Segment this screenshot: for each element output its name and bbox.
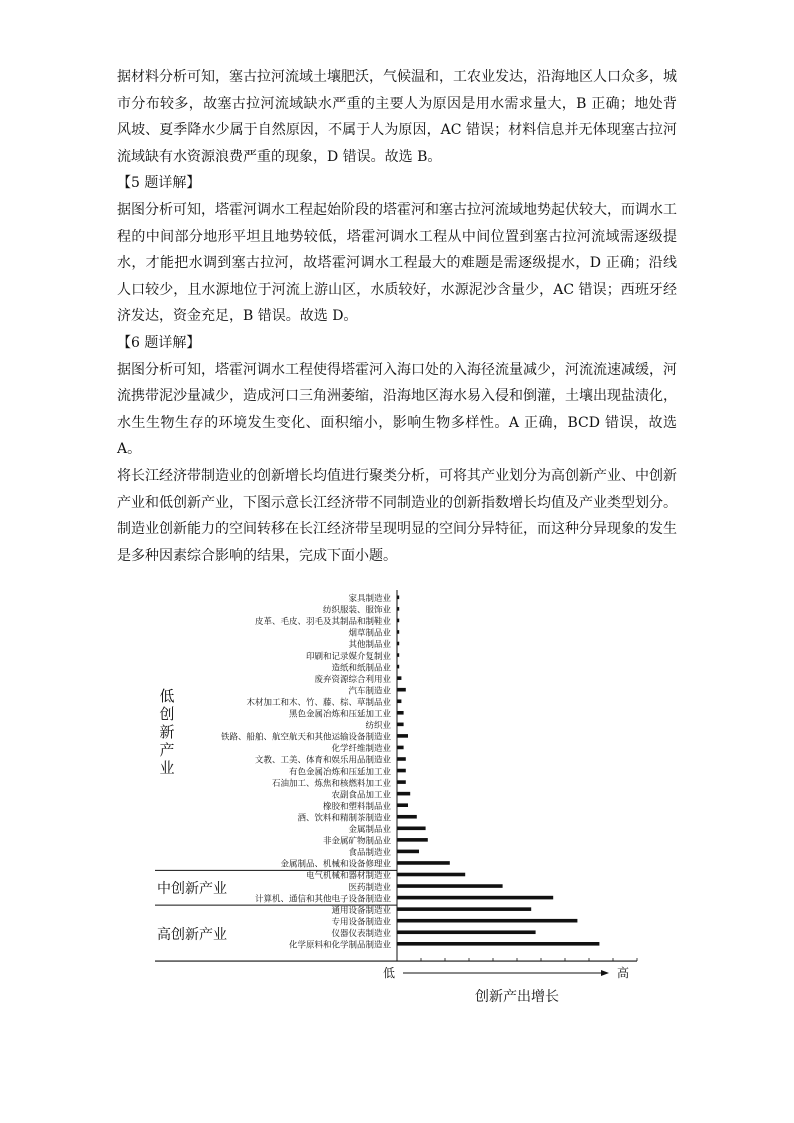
group-label-low-innovation: 业: [159, 758, 175, 777]
category-label: 黑色金属冶炼和压延加工业: [288, 709, 391, 720]
category-label: 金属制品、机械和设备修理业: [280, 859, 391, 870]
x-axis-high-label: 高: [616, 966, 630, 981]
group-label-low-innovation: 创: [159, 704, 175, 723]
category-label: 汽车制造业: [348, 686, 391, 697]
category-label: 文教、工美、体育和娱乐用品制造业: [254, 755, 391, 766]
paragraph-4: 将长江经济带制造业的创新增长均值进行聚类分析，可将其产业划分为高创新产业、中创新产业和低创新产业，下图示意长江经济带不同制造业的创新指数增长均值及产业类型划分。制造业创新能力的空间转移在长江经济带呈现明显的空间分异特征，而这种分异现象的发生是多种因素综合影响的结果，完成下面小题。: [117, 467, 677, 564]
category-label: 印刷和记录媒介复制业: [305, 651, 391, 662]
category-label: 金属制品业: [348, 825, 391, 835]
category-label: 食品制造业: [348, 848, 391, 859]
category-label: 烟草制品业: [348, 628, 391, 639]
bar: [397, 734, 408, 738]
bar: [397, 676, 401, 680]
bar: [397, 711, 404, 715]
paragraph-3: 据图分析可知，塔霍河调水工程使得塔霍河入海口处的入海径流量减少，河流流速减缓，河流携带泥沙量减少，造成河口三角洲萎缩，沿海地区海水易入侵和倒灌，土壤出现盐渍化，水生生物生存的环境发生变化、面积缩小，影响生物多样性。A 正确，BCD 错误，故选 A。: [117, 361, 677, 458]
category-label: 农副食品加工业: [331, 790, 391, 801]
category-label: 造纸和纸制品业: [331, 663, 391, 674]
group-label-low-innovation: 产: [159, 740, 175, 759]
bar: [397, 792, 410, 796]
category-label: 电气机械和器材制造业: [305, 871, 391, 882]
bar: [397, 757, 406, 761]
bar: [397, 815, 417, 819]
document-body: [117, 64, 677, 569]
bar: [397, 723, 404, 727]
x-axis-title: 创新产出增长: [475, 989, 559, 1005]
group-label-low-innovation: 低: [159, 686, 175, 705]
group-label-mid-innovation: 中创新产业: [157, 880, 227, 897]
bar: [397, 930, 536, 934]
bar: [397, 699, 401, 703]
category-label: 皮革、毛皮、羽毛及其制品和制鞋业: [254, 617, 391, 628]
category-label: 橡胶和塑料制品业: [322, 801, 391, 812]
heading-question-6: 【6 题详解】: [117, 334, 201, 351]
heading-question-5: 【5 题详解】: [117, 175, 201, 192]
category-label: 通用设备制造业: [331, 905, 391, 916]
bar: [397, 896, 553, 900]
category-label: 废弃资源综合利用业: [314, 674, 391, 685]
bar: [397, 838, 428, 842]
bar: [397, 942, 599, 946]
chart-svg: [147, 585, 647, 1005]
innovation-bar-chart: [147, 585, 647, 1005]
bar: [397, 803, 408, 807]
category-label: 酒、饮料和精制茶制造业: [297, 813, 391, 824]
category-label: 铁路、船舶、航空航天和其他运输设备制造业: [220, 732, 391, 743]
bar: [397, 688, 406, 692]
category-label: 其他制品业: [348, 640, 391, 651]
category-label: 化学原料和化学制品制造业: [288, 940, 391, 951]
bar: [397, 861, 450, 865]
bar: [397, 919, 577, 923]
category-label: 计算机、通信和其他电子设备制造业: [254, 894, 391, 905]
category-label: 医药制造业: [348, 882, 391, 893]
paragraph-1: 据材料分析可知，塞古拉河流域土壤肥沃，气候温和，工农业发达，沿海地区人口众多，城市分布较多，故塞古拉河流域缺水严重的主要人为原因是用水需求量大，B 正确；地处背风坡、夏季降水少属于自然原因，不属于人为原因，AC 错误；材料信息并无体现塞古拉河流域缺有水资源浪费严重的现象，D 错误。故选 B。: [117, 69, 677, 165]
category-label: 仪器仪表制造业: [331, 928, 391, 939]
category-label: 化学纤维制造业: [331, 744, 391, 755]
paragraph-2: 据图分析可知，塔霍河调水工程起始阶段的塔霍河和塞古拉河流域地势起伏较大，而调水工程的中间部分地形平坦且地势较低，塔霍河调水工程从中间位置到塞古拉河流域需逐级提水，才能把水调到塞古拉河，故塔霍河调水工程最大的难题是需逐级提水，D 正确；沿线人口较少，且水源地位于河流上游山区，水质较好，水源泥沙含量少，AC 错误；西班牙经济发达，资金充足，B 错误。故选 D。: [117, 201, 677, 325]
group-label-high-innovation: 高创新产业: [157, 926, 227, 943]
category-label: 石油加工、炼焦和核燃料加工业: [271, 778, 391, 789]
category-label: 纺织服装、服饰业: [322, 605, 391, 616]
bar: [397, 746, 404, 750]
x-axis-arrow-head: [601, 970, 609, 976]
bar: [397, 827, 426, 831]
category-label: 家具制造业: [348, 594, 391, 604]
category-label: 纺织业: [365, 721, 391, 732]
bar: [397, 769, 406, 773]
category-label: 木材加工和木、竹、藤、棕、草制品业: [246, 697, 391, 708]
bar: [397, 873, 465, 877]
bar: [397, 780, 406, 784]
bar: [397, 884, 503, 888]
bar: [397, 907, 531, 911]
x-axis-low-label: 低: [382, 966, 396, 981]
bar: [397, 850, 419, 854]
group-label-low-innovation: 新: [159, 722, 175, 741]
category-label: 专用设备制造业: [331, 917, 391, 928]
category-label: 非金属矿物制品业: [322, 836, 391, 847]
category-label: 有色金属冶炼和压延加工业: [288, 767, 391, 778]
